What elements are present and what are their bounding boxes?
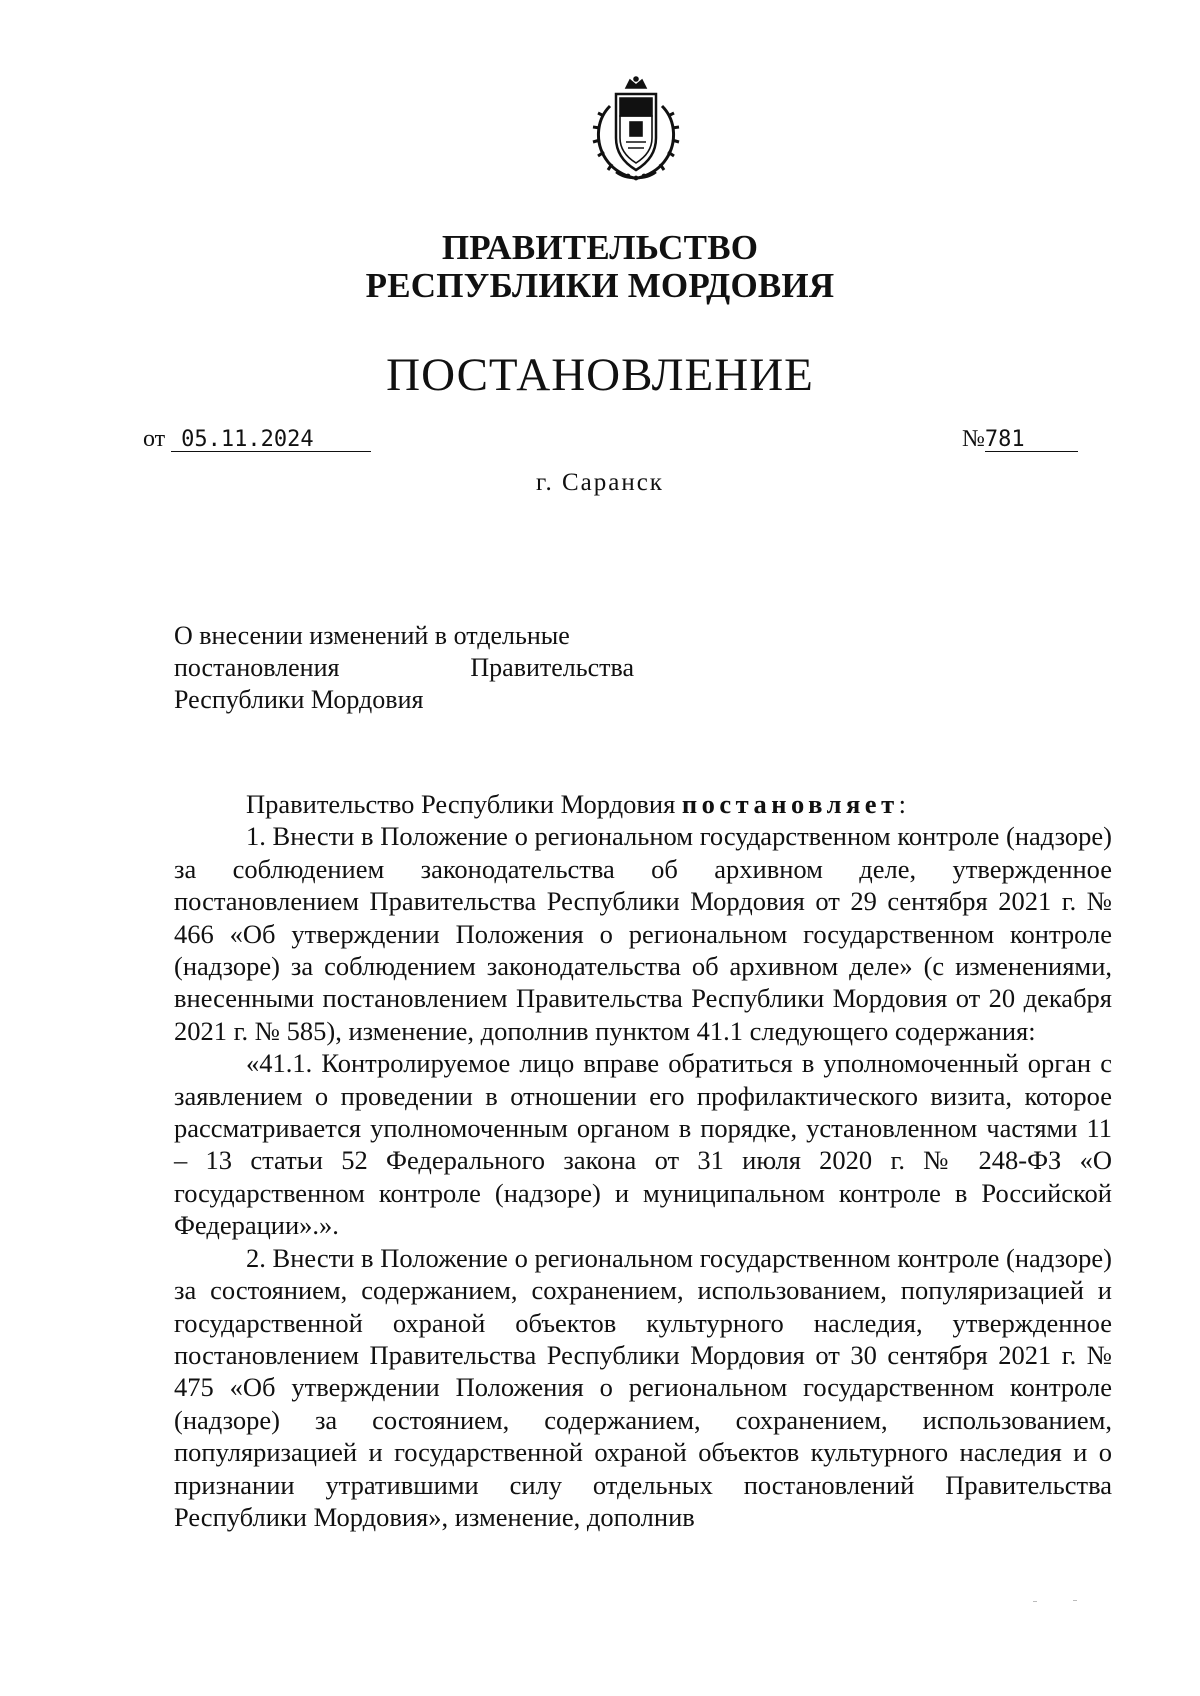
paragraph-2: 2. Внести в Положение о региональном государственном контроле (надзоре) за состоянием, содержанием, сохранением, использованием, популяризацией и государственной охраной объектов культурного наследия, утвержденное постановлением Правительства Республики Мордовия от 30 сентября 2021 г. № 475 «Об утверждении Положения о региональном государственном контроле (надзоре) за состоянием, содержанием, сохранением, использованием, популяризацией и государственной охраной объектов культурного наследия и о признании утратившими силу отдельных постановлений Правительства Республики Мордовия», изменение, дополнив <box>174 1242 1112 1532</box>
scan-artifact <box>1033 1601 1037 1602</box>
paragraph-1-quote: «41.1. Контролируемое лицо вправе обратиться в уполномоченный орган с заявлением о проведении в отношении его профилактического визита, которое рассматривается уполномоченным органом в порядке, установленном частями 11 – 13 статьи 52 Федерального закона от 31 июля 2020 г. № 248-ФЗ «О государственном контроле (надзоре) и муниципальном контроле в Российской Федерации».». <box>174 1048 1112 1241</box>
document-subject <box>174 620 634 716</box>
coat-of-arms-icon <box>580 76 692 188</box>
subject-line2-word2: Правительства <box>470 653 634 682</box>
subject-line1: О внесении изменений в отдельные <box>174 621 570 650</box>
number-field <box>962 424 1078 454</box>
number-value: 781 <box>985 429 1078 452</box>
date-prefix: от <box>143 426 166 452</box>
subject-line3: Республики Мордовия <box>174 685 424 714</box>
preamble-colon: : <box>898 789 906 819</box>
number-prefix: № <box>962 426 985 452</box>
subject-line2-word1: постановления <box>174 653 340 682</box>
preamble-verb: постановляет <box>681 789 899 819</box>
scan-artifact <box>1073 1600 1077 1601</box>
city: г. Саранск <box>536 469 664 496</box>
preamble <box>174 788 1112 820</box>
subject-line2 <box>174 652 634 684</box>
document-type: ПОСТАНОВЛЕНИЕ <box>386 349 814 401</box>
paragraph-1: 1. Внести в Положение о региональном государственном контроле (надзоре) за соблюдением законодательства об архивном деле, утвержденное постановлением Правительства Республики Мордовия от 29 сентября 2021 г. № 466 «Об утверждении Положения о региональном государственном контроле (надзоре) за соблюдением законодательства об архивном деле» (с изменениями, внесенными постановлением Правительства Республики Мордовия от 20 декабря 2021 г. № 585), изменение, дополнив пунктом 41.1 следующего содержания: <box>174 821 1112 1046</box>
document-body <box>174 788 1112 1533</box>
org-name-line1: ПРАВИТЕЛЬСТВО <box>441 228 759 267</box>
date-value: 05.11.2024 <box>171 429 371 452</box>
date-field <box>143 424 371 454</box>
org-name-line2: РЕСПУБЛИКИ МОРДОВИЯ <box>365 266 835 305</box>
preamble-text: Правительство Республики Мордовия <box>246 789 682 819</box>
